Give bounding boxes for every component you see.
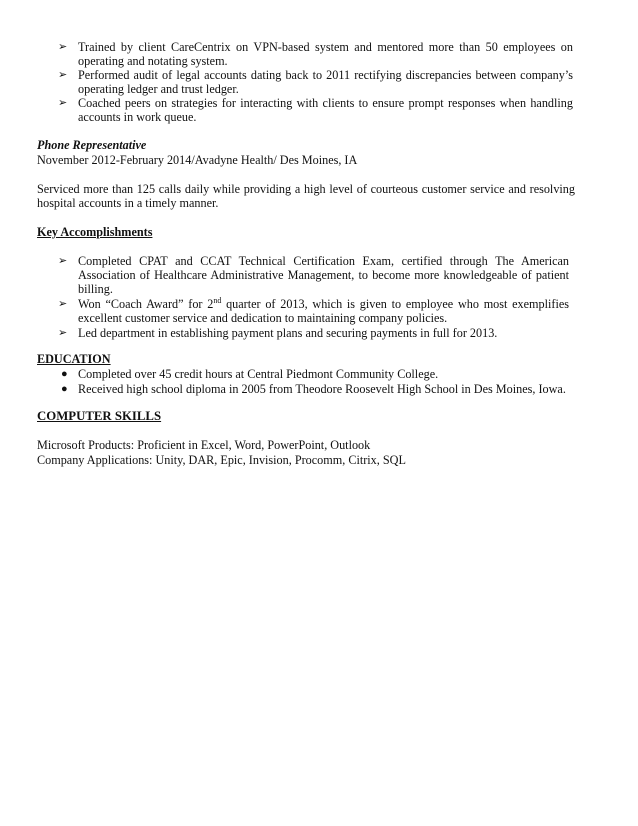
list-item [49, 40, 573, 68]
education-heading: EDUCATION [37, 352, 111, 366]
arrow-bullet-icon: ➢ [58, 298, 68, 310]
job-title: Phone Representative [37, 138, 147, 152]
microsoft-products-line: Microsoft Products: Proficient in Excel, Word, PowerPoint, Outlook [37, 438, 371, 452]
accomplishment-text-before: Won “Coach Award” for 2 [78, 297, 214, 311]
arrow-bullet-icon: ➢ [58, 41, 68, 53]
bullet-text: Performed audit of legal accounts dating back to 2011 rectifying discrepancies between company’s operating ledger and trust ledger. [78, 68, 573, 96]
job-description: Serviced more than 125 calls daily while providing a high level of courteous customer service and resolving hospital accounts in a timely manner. [37, 182, 575, 210]
accomplishment-text: Led department in establishing payment plans and securing payments in full for 2013. [78, 326, 498, 340]
superscript-ordinal: nd [213, 295, 222, 305]
list-item [49, 297, 569, 325]
dot-bullet-icon: ● [61, 383, 68, 395]
education-list [49, 367, 569, 396]
education-text: Completed over 45 credit hours at Central Piedmont Community College. [78, 367, 439, 381]
list-item [49, 367, 569, 381]
key-accomplishments-list [49, 254, 569, 340]
arrow-bullet-icon: ➢ [58, 327, 68, 339]
education-text: Received high school diploma in 2005 from Theodore Roosevelt High School in Des Moines, Iowa. [78, 382, 566, 396]
bullet-text: Trained by client CareCentrix on VPN-based system and mentored more than 50 employees on operating and notating system. [78, 40, 573, 68]
previous-job-bullet-list [49, 40, 573, 124]
dot-bullet-icon: ● [61, 368, 68, 380]
arrow-bullet-icon: ➢ [58, 97, 68, 109]
accomplishment-text: Completed CPAT and CCAT Technical Certification Exam, certified through The American Association of Healthcare Administrative Management, to become more knowledgeable of patient billing. [78, 254, 569, 296]
accomplishment-text-after: quarter of 2013, which is given to employee who most exemplifies excellent customer service and dedication to maintaining company policies. [78, 297, 569, 325]
bullet-text: Coached peers on strategies for interacting with clients to ensure prompt responses when handling accounts in work queue. [78, 96, 573, 124]
list-item [49, 382, 569, 396]
list-item [49, 96, 573, 124]
job-dates-employer: November 2012-February 2014/Avadyne Health/ Des Moines, IA [37, 153, 358, 167]
key-accomplishments-heading: Key Accomplishments [37, 225, 153, 239]
arrow-bullet-icon: ➢ [58, 255, 68, 267]
arrow-bullet-icon: ➢ [58, 69, 68, 81]
computer-skills-heading: COMPUTER SKILLS [37, 409, 162, 423]
company-applications-line: Company Applications: Unity, DAR, Epic, Invision, Procomm, Citrix, SQL [37, 453, 406, 467]
list-item [49, 68, 573, 96]
list-item [49, 326, 569, 340]
list-item [49, 254, 569, 296]
